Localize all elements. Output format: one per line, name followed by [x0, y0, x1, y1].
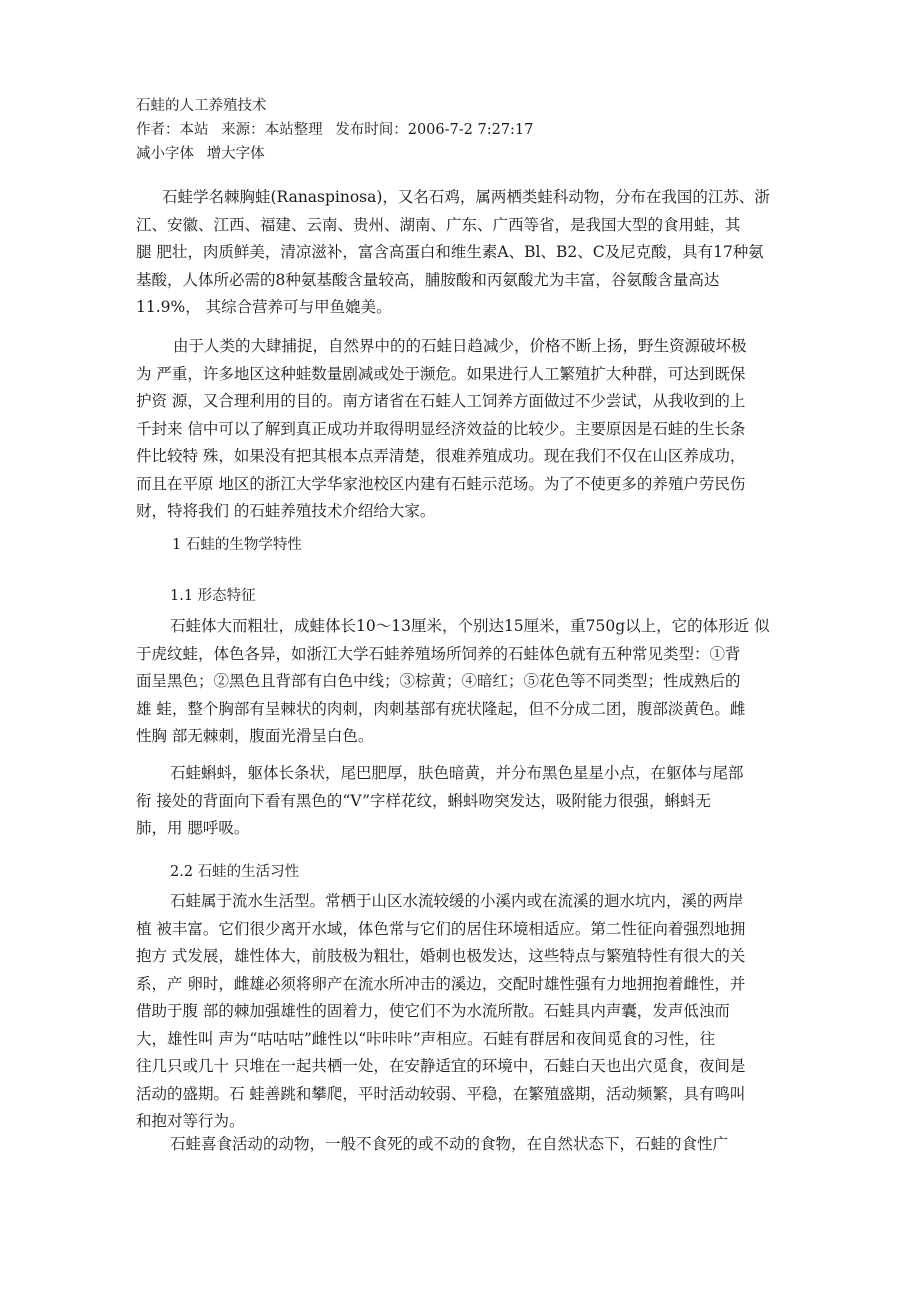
- meta-author: 作者：本站: [136, 122, 209, 138]
- section-heading-2-2: [136, 859, 796, 887]
- article-meta: [136, 118, 796, 142]
- text-line: 11.9%， 其综合营养可与甲鱼媲美。: [136, 298, 392, 316]
- meta-published: 发布时间：2006-7-2 7:27:17: [335, 122, 534, 138]
- text-line: 借助于腹 部的棘加强雄性的固着力，使它们不为水流所散。石蛙具内声囊，发声低浊而: [136, 1002, 730, 1020]
- text-line: 衔 接处的背面向下看有黑色的“V”字样花纹，蝌蚪吻突发达，吸附能力很强，蝌蚪无: [136, 791, 712, 810]
- text-line: 基酸，人体所必需的8种氨基酸含量较高，脯胺酸和丙氨酸尤为丰富，谷氨酸含量高达: [136, 270, 720, 289]
- text-line: 件比较特 殊，如果没有把其根本点弄清楚，很难养殖成功。现在我们不仅在山区养成功，: [136, 447, 746, 465]
- text-line: 财，特将我们 的石蛙养殖技术介绍给大家。: [136, 502, 436, 520]
- paragraph-background: [136, 333, 796, 526]
- text-line: 面呈黑色；②黑色且背部有白色中线；③棕黄；④暗红；⑤花色等不同类型；性成熟后的: [136, 672, 741, 690]
- section-title: 1.1 形态特征: [170, 588, 256, 604]
- text-line: 石蛙体大而粗壮，成蛙体长10～13厘米，个别达15厘米，重750g以上，它的体形近 似: [170, 617, 770, 635]
- paragraph-intro: [136, 184, 796, 322]
- text-line: 为 严重，许多地区这种蛙数量剧减或处于濒危。如果进行人工繁殖扩大种群，可达到既保: [136, 364, 746, 383]
- paragraph-diet: [136, 1131, 796, 1159]
- text-line: 石蛙学名棘胸蛙(Ranaspinosa)，又名石鸡，属两栖类蛙科动物，分布在我国的江苏、浙: [162, 188, 770, 206]
- increase-font-link[interactable]: 增大字体: [206, 146, 265, 162]
- text-line: 腿 肥壮，肉质鲜美，清凉滋补，富含高蛋白和维生素A、Bl、B2、C及尼克酸，具有17种氨: [136, 243, 764, 261]
- text-line: 石蛙蝌蚪，躯体长条状，尾巴肥厚，肤色暗黄，并分布黑色星星小点，在躯体与尾部: [170, 764, 744, 782]
- text-line: 于虎纹蛙，体色各异，如浙江大学石蛙养殖场所饲养的石蛙体色就有五种常见类型：①背: [136, 644, 741, 663]
- meta-source: 来源：本站整理: [221, 122, 323, 138]
- text-line: 由于人类的大肆捕捉，自然界中的的石蛙日趋减少，价格不断上扬，野生资源破坏极: [173, 337, 747, 355]
- font-size-controls: [136, 142, 796, 166]
- text-line: 肺，用 腮呼吸。: [136, 819, 250, 837]
- text-line: 抱方 式发展，雄性体大，前肢极为粗壮，婚刺也极发达，这些特点与繁殖特性有很大的关: [136, 947, 746, 965]
- text-line: 护资 源，又合理利用的目的。南方诸省在石蛙人工饲养方面做过不少尝试，从我收到的上: [136, 392, 746, 410]
- text-line: 性胸 部无棘刺，腹面光滑呈白色。: [136, 727, 374, 745]
- text-line: 江、安徽、江西、福建、云南、贵州、湖南、广东、广西等省，是我国大型的食用蛙，其: [136, 215, 741, 234]
- section-heading-1-1: [136, 583, 796, 611]
- decrease-font-link[interactable]: 减小字体: [136, 146, 194, 162]
- section-title: 1 石蛙的生物学特性: [172, 537, 302, 553]
- text-line: 石蛙属于流水生活型。常栖于山区水流较缓的小溪内或在流溪的迴水坑内，溪的两岸: [170, 892, 744, 910]
- article-title: 石蛙的人工养殖技术: [136, 98, 267, 114]
- text-line: 而且在平原 地区的浙江大学华家池校区内建有石蛙示范场。为了不使更多的养殖户劳民伤: [136, 474, 746, 493]
- article-header: [136, 94, 796, 166]
- paragraph-tadpole: [136, 760, 796, 843]
- text-line: 雄 蛙，整个胸部有呈棘状的肉刺，肉刺基部有疣状隆起，但不分成二团，腹部淡黄色。雌: [136, 699, 746, 718]
- text-line: 活动的盛期。石 蛙善跳和攀爬，平时活动较弱、平稳，在繁殖盛期，活动频繁，具有鸣叫: [136, 1084, 746, 1103]
- paragraph-habits: [136, 888, 796, 1136]
- text-line: 大，雄性叫 声为“咕咕咕”雌性以“咔咔咔”声相应。石蛙有群居和夜间觅食的习性，往: [136, 1029, 716, 1048]
- text-line: 往几只或几十 只堆在一起共栖一处，在安静适宜的环境中，石蛙白天也出穴觅食，夜间是: [136, 1057, 746, 1075]
- text-line: 系，产 卵时，雌雄必须将卵产在流水所冲击的溪边，交配时雄性强有力地拥抱着雌性，并: [136, 974, 746, 993]
- text-line: 植 被丰富。它们很少离开水域，体色常与它们的居住环境相适应。第二性征向着强烈地拥: [136, 919, 746, 938]
- section-heading-1: [136, 532, 796, 560]
- text-line: 石蛙喜食活动的动物，一般不食死的或不动的食物，在自然状态下，石蛙的食性广: [170, 1135, 729, 1153]
- paragraph-morphology: [136, 613, 796, 751]
- text-line: 和抱对等行为。: [136, 1112, 245, 1130]
- section-title: 2.2 石蛙的生活习性: [170, 864, 300, 880]
- text-line: 千封来 信中可以了解到真正成功并取得明显经济效益的比较少。主要原因是石蛙的生长条: [136, 419, 746, 438]
